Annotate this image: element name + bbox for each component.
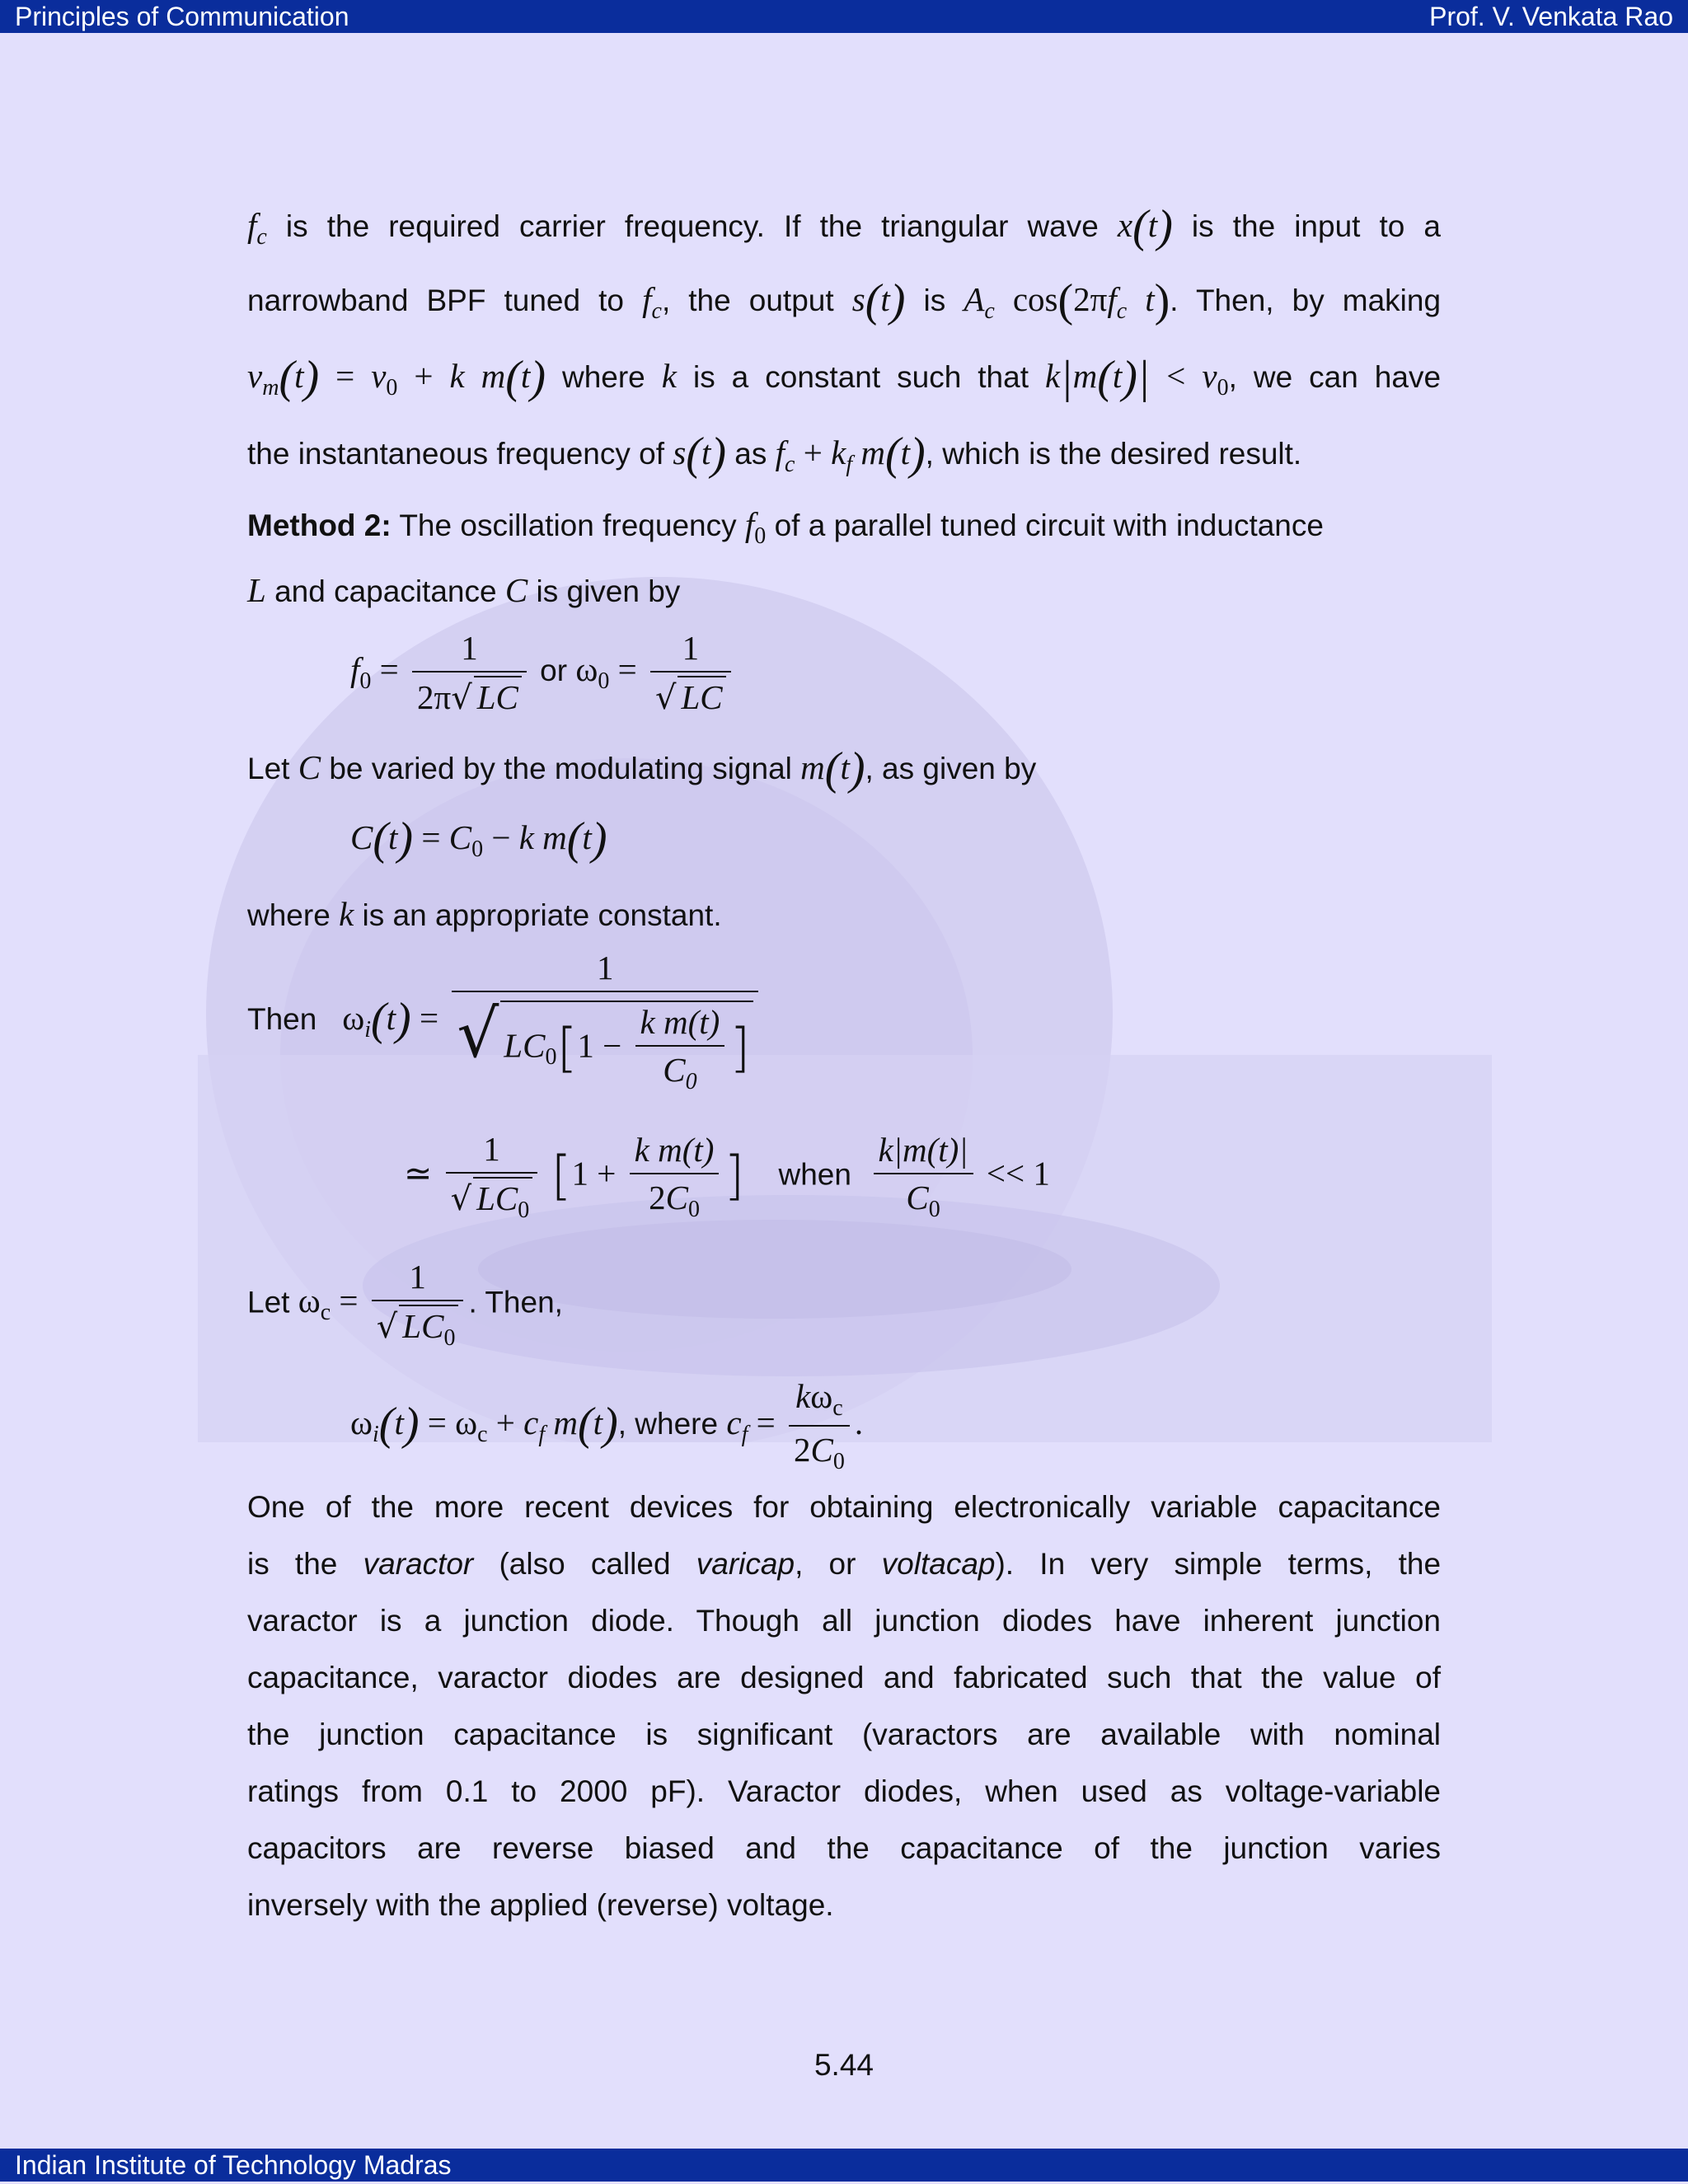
method2-label: Method 2: — [247, 509, 392, 542]
where-k-line: where k is an appropriate constant. — [247, 895, 722, 933]
method2-line2: L and capacitance C is given by — [247, 571, 681, 609]
paragraph2-line1: One of the more recent devices for obtaining electronically variable capacitance — [247, 1490, 1441, 1524]
equation-instantaneous-frequency: Then $\omega_i(t)$ = 1 √ $LC_0[1$ − $\frac{\text{k m(t)}}{C_0}$ ] — [247, 948, 763, 1095]
page-number: 5.44 — [814, 2048, 874, 2082]
paragraph2-line5: the junction capacitance is significant (varactors are available with nominal — [247, 1718, 1441, 1751]
paragraph1-line3: $v_m(t) = v_0 + k$ m(t) where k is a constant such that $k|m(t)| < v_0$, we can have — [247, 352, 1442, 403]
footer-bar — [0, 2149, 1688, 2182]
paragraph2-line4: capacitance, varactor diodes are designed and fabricated such that the value of — [247, 1661, 1441, 1694]
header-author: Prof. V. Venkata Rao — [1429, 2, 1673, 31]
paragraph2-line7: capacitors are reverse biased and the capacitance of the junction varies — [247, 1831, 1441, 1865]
equation-capacitance: $C(t) = C_0 - k$ m(t) — [350, 813, 607, 865]
paragraph2-line8: inversely with the applied (reverse) voltage. — [247, 1888, 834, 1922]
paragraph1-line4: the instantaneous frequency of s(t) as $f_c + k_f$ m(t), which is the desired result. — [247, 429, 1302, 480]
equation-resonant-frequency: $f_0$ = $\frac{1}{2\pi√ LC}$ or $\omega_0$ = $\frac{1}{√ LC}$ — [350, 628, 736, 717]
paragraph1-line1: $f_c$ is the required carrier frequency. If the triangular wave x(t) is the input to a — [247, 201, 1442, 252]
paragraph2-line2: is the varactor (also called varicap, or voltacap). In very simple terms, the — [247, 1547, 1442, 1581]
paragraph2-line3: varactor is a junction diode. Though all junction diodes have inherent junction — [247, 1604, 1441, 1638]
let-c-varied-line: Let C be varied by the modulating signal m(t), as given by — [247, 743, 1037, 794]
equation-approximation: ≃ $\frac{1}{√ LC_0}$ [1 + $\frac{\text{k m(t)}}{2C_0}$ ] when $\frac{k|m(t)|}{C_0}$ << 1 — [404, 1130, 1050, 1223]
equation-carrier-definition: Let $\omega_c$ = $\frac{1}{√ LC_0}$ . Then, — [247, 1258, 563, 1351]
footer-institute: Indian Institute of Technology Madras — [15, 2150, 452, 2180]
method2-line1: Method 2: The oscillation frequency $f_0$ of a parallel tuned circuit with inductance — [247, 505, 1324, 549]
paragraph2-line6: ratings from 0.1 to 2000 pF). Varactor diodes, when used as voltage-variable — [247, 1774, 1441, 1808]
header-course-title: Principles of Communication — [15, 2, 349, 31]
equation-fm-result: $\omega_i(t) = \omega_c + c_f$ m(t), where $c_f$ = $\frac{k\omega_c}{2C_0}$ . — [350, 1377, 864, 1474]
paragraph1-line2: narrowband BPF tuned to $f_c$, the output s(t) is $A_c$ $\cos(2\pi f_c$ t). Then, by making — [247, 275, 1442, 326]
